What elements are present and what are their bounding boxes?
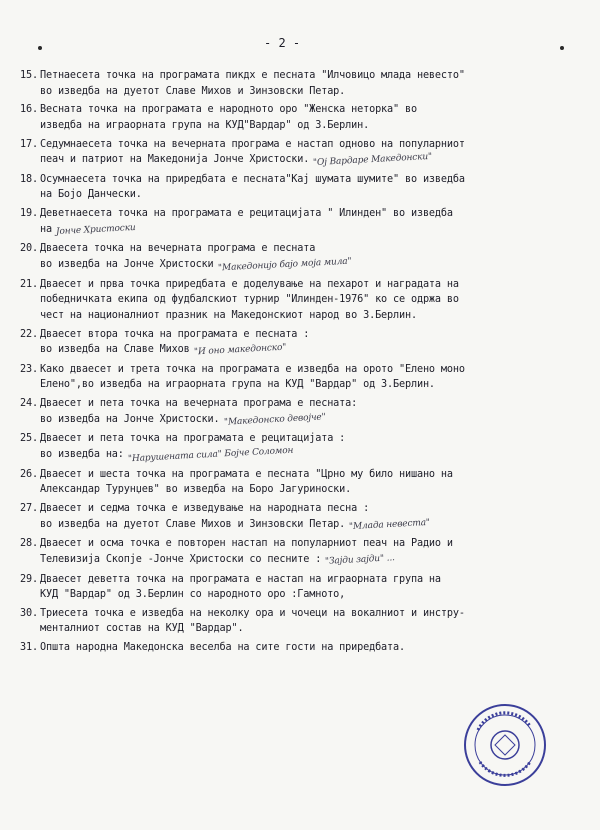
item-text — [40, 241, 580, 273]
program-item — [20, 572, 580, 603]
item-text — [40, 431, 580, 463]
item-typed-text: Дваесет втора точка на програмата е песната : во изведба на Славе Михов — [40, 328, 310, 356]
handwritten-note: "Млада невеста" — [348, 517, 431, 532]
item-number: 17. — [20, 138, 38, 150]
program-item — [20, 327, 580, 359]
handwritten-note: "Зајди зајди" ... — [324, 553, 396, 567]
program-item — [20, 277, 580, 324]
item-text — [40, 536, 580, 568]
program-item — [20, 206, 580, 238]
item-number: 30. — [20, 607, 38, 619]
item-text — [40, 606, 580, 637]
item-number: 18. — [20, 173, 38, 185]
item-text — [40, 137, 580, 169]
program-item — [20, 431, 580, 463]
program-item — [20, 536, 580, 568]
item-text — [40, 327, 580, 359]
item-text — [40, 206, 580, 238]
item-typed-text: Дваесет и седма точка е изведување на народната песна : во изведба на дуетот Славе Михов и Зинзовски Петар. — [40, 503, 370, 530]
item-typed-text: Осумнаесета точка на приредбата е песната"Кај шумата шумите" во изведба на Бојо Данчески. — [40, 173, 465, 201]
item-number: 29. — [20, 573, 38, 585]
item-typed-text: Општа народна Македонска веселба на сите гости на приредбата. — [40, 642, 405, 654]
program-item — [20, 467, 580, 498]
program-item — [20, 172, 580, 203]
program-item — [20, 640, 580, 656]
item-text — [40, 172, 580, 203]
handwritten-note: "И оно македонско" — [193, 342, 287, 358]
item-typed-text: Дваесет и шеста точка на програмата е песната "Црно му било нишано на Александар Турунџев" во изведба на Боро Јагуриноски. — [40, 468, 453, 496]
item-text — [40, 501, 580, 533]
item-number: 23. — [20, 363, 38, 375]
item-number: 21. — [20, 278, 38, 290]
handwritten-note: "Нарушената сила" Бојче Соломон — [127, 445, 294, 465]
item-typed-text: Деветнаесета точка на програмата е рецитацијата " Илинден" во изведба на — [40, 208, 453, 235]
item-typed-text: Петнаесета точка на програмата пикдх е песната "Илчовицо млада невесто" во изведба на дуетот Славе Михов и Зинзовски Петар. — [40, 70, 465, 97]
program-item — [20, 501, 580, 533]
item-typed-text: Дваесет деветта точка на програмата е настап на играорната група на КУД "Вардар" од З.Берлин со народното оро :Гамното, — [40, 573, 441, 601]
item-text — [40, 467, 580, 498]
item-typed-text: Дваесет и пета точка на вечерната програма е песната: во изведба на Јонче Христоски. — [40, 398, 358, 425]
item-number: 25. — [20, 433, 38, 445]
item-typed-text: Седумнаесета точка на вечерната програма е настап одново на популарниот пеач и патриот на Македонија Јонче Христоски. — [40, 138, 465, 166]
program-item — [20, 606, 580, 637]
program-item — [20, 362, 580, 393]
item-number: 20. — [20, 243, 38, 255]
item-typed-text: Како дваесет и трета точка на програмата е изведба на орото "Елено моно Елено",во изведба на играорната група на КУД "Вардар" од З.Берлин. — [40, 363, 465, 391]
margin-dot — [560, 46, 564, 50]
item-typed-text: Дваесет и осма точка е повторен настап на популарниот пеач на Радио и Телевизија Скопје -Јонче Христоски со песните : — [40, 538, 453, 565]
item-number: 28. — [20, 538, 38, 550]
margin-dot — [38, 46, 42, 50]
item-text — [40, 102, 580, 133]
item-text — [40, 68, 580, 99]
item-number: 22. — [20, 328, 38, 340]
item-text — [40, 362, 580, 393]
item-number: 15. — [20, 70, 38, 81]
item-typed-text: Дваесет и пета точка на програмата е рецитацијата : во изведба на: — [40, 433, 346, 460]
item-number: 24. — [20, 398, 38, 410]
handwritten-note: Јонче Христоски — [55, 222, 136, 237]
round-stamp-seal — [460, 700, 550, 790]
item-typed-text: Триесета точка е изведба на неколку ора и чочеци на вокалниот и инстру- менталниот состав на КУД "Вардар". — [40, 607, 465, 635]
program-item — [20, 102, 580, 133]
item-text — [40, 640, 580, 656]
item-text — [40, 277, 580, 324]
item-typed-text: Весната точка на програмата е народното оро "Женска нeторка" во изведба на играорната група на КУД"Вардар" од З.Берлин. — [40, 104, 417, 131]
handwritten-note: "Македонско девојче" — [223, 412, 326, 428]
program-item — [20, 241, 580, 273]
program-item — [20, 137, 580, 169]
item-typed-text: Дваесет и прва точка приредбата е доделување на пехарот и наградата на победничката екипа од фудбалскиот турнир "Илинден-1976" ко се одржа во чест на националниот празник на Македонскиот народ во З.Берлин. — [40, 278, 459, 321]
item-number: 19. — [20, 208, 38, 220]
handwritten-note: "Македонијо бајо моја мила" — [217, 256, 352, 274]
item-text — [40, 396, 580, 428]
handwritten-note: "Ој Вардаре Македонски" — [313, 151, 433, 169]
item-number: 26. — [20, 468, 38, 480]
item-number: 27. — [20, 503, 38, 515]
program-list — [20, 68, 580, 659]
item-typed-text: Дваесета точка на вечерната програма е песната во изведба на Јонче Христоски — [40, 243, 316, 270]
page-number: - 2 - — [264, 36, 301, 50]
program-item — [20, 396, 580, 428]
item-text — [40, 572, 580, 603]
program-item — [20, 68, 580, 99]
item-number: 16. — [20, 104, 38, 116]
item-number: 31. — [20, 642, 38, 654]
